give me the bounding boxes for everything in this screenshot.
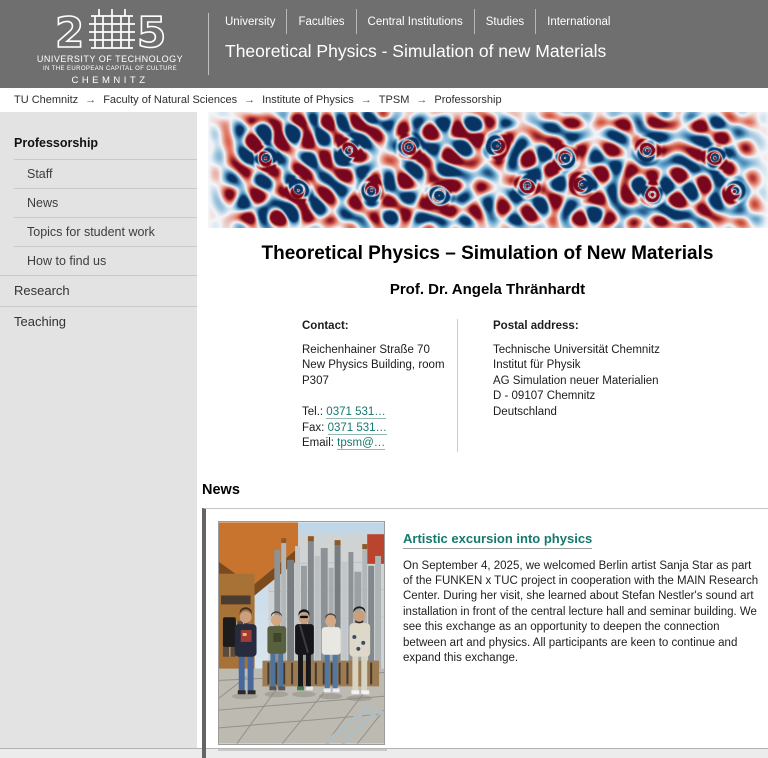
postal-line: Institut für Physik bbox=[493, 359, 581, 371]
photo-shadow bbox=[218, 749, 387, 751]
wave-simulation-image bbox=[208, 112, 768, 228]
breadcrumb-arrow-icon: → bbox=[360, 94, 372, 106]
postal-line: D - 09107 Chemnitz bbox=[493, 390, 596, 402]
breadcrumb-tpsm[interactable]: TPSM bbox=[378, 94, 410, 106]
logo-line-chemnitz: CHEMNITZ bbox=[71, 75, 149, 86]
breadcrumb-professorship[interactable]: Professorship bbox=[434, 94, 502, 106]
breadcrumb-arrow-icon: → bbox=[85, 94, 97, 106]
postal-line: AG Simulation neuer Materialien bbox=[493, 374, 659, 387]
tel-link[interactable]: 0371 531… bbox=[326, 406, 386, 418]
sidebar-item-professorship[interactable]: Professorship bbox=[14, 136, 99, 150]
news-article-card bbox=[202, 508, 768, 758]
top-navigation bbox=[225, 9, 621, 34]
sidebar-item-research[interactable]: Research bbox=[14, 283, 70, 298]
svg-text:2: 2 bbox=[55, 8, 85, 53]
site-title[interactable]: Theoretical Physics - Simulation of new Materials bbox=[225, 41, 607, 61]
contact-heading: Contact: bbox=[302, 320, 349, 332]
sidebar-item-teaching[interactable]: Teaching bbox=[14, 314, 67, 329]
contact-address-line1: Reichenhainer Straße 70 bbox=[302, 343, 430, 356]
site-header bbox=[0, 0, 768, 88]
sidebar-item-staff[interactable]: Staff bbox=[27, 167, 53, 181]
sidebar-item-topics-for-student-work[interactable]: Topics for student work bbox=[27, 225, 155, 239]
nav-item-faculties[interactable]: Faculties bbox=[298, 15, 345, 28]
nav-item-studies[interactable]: Studies bbox=[485, 15, 525, 28]
university-logo[interactable] bbox=[34, 7, 186, 86]
breadcrumb-arrow-icon: → bbox=[416, 94, 428, 106]
news-section-heading: News bbox=[202, 481, 240, 498]
header-vertical-divider bbox=[208, 13, 209, 75]
sidebar-item-news[interactable]: News bbox=[27, 196, 59, 210]
postal-line: Technische Universität Chemnitz bbox=[493, 343, 660, 356]
postal-line: Deutschland bbox=[493, 405, 557, 418]
postal-heading: Postal address: bbox=[493, 320, 579, 332]
contact-fax-line: Fax: 0371 531… bbox=[302, 421, 388, 434]
breadcrumb-tu-chemnitz[interactable]: TU Chemnitz bbox=[14, 94, 79, 106]
contact-section bbox=[302, 319, 768, 452]
news-article-photo bbox=[218, 521, 385, 745]
contact-address-line2: New Physics Building, room P307 bbox=[302, 359, 445, 387]
sidebar-navigation bbox=[0, 112, 197, 748]
nav-item-international[interactable]: International bbox=[547, 15, 611, 28]
news-article-body: On September 4, 2025, we welcomed Berlin artist Sanja Star as part of the FUNKEN x TUC project in cooperation with the MAIN Research Center. During her visit, she learned about Stefan Nestler's sound art installation in front of the central lecture hall and seminar building. We see this exchange as an opportunity to deepen the connection between art and physics. All participants are keen to continue and expand this exchange. bbox=[403, 559, 759, 664]
sidebar-item-how-to-find-us[interactable]: How to find us bbox=[27, 254, 107, 268]
nav-item-central-institutions[interactable]: Central Institutions bbox=[367, 15, 463, 28]
chemnitz-2025-logo-icon bbox=[51, 7, 169, 53]
email-link[interactable]: tpsm@… bbox=[337, 437, 386, 449]
contact-email-line: Email: tpsm@… bbox=[302, 437, 386, 449]
main-content bbox=[197, 112, 768, 748]
news-article-title-link[interactable]: Artistic excursion into physics bbox=[403, 531, 592, 549]
svg-text:5: 5 bbox=[137, 8, 167, 53]
professor-name: Prof. Dr. Angela Thränhardt bbox=[389, 281, 586, 298]
logo-line-capital-of-culture: IN THE EUROPEAN CAPITAL OF CULTURE bbox=[42, 66, 178, 72]
contact-tel-line: Tel.: 0371 531… bbox=[302, 406, 386, 418]
breadcrumb-faculty[interactable]: Faculty of Natural Sciences bbox=[103, 94, 238, 106]
page-title: Theoretical Physics – Simulation of New Materials bbox=[261, 243, 714, 264]
logo-line-university: UNIVERSITY OF TECHNOLOGY bbox=[36, 54, 184, 64]
breadcrumb bbox=[0, 88, 768, 112]
breadcrumb-institute[interactable]: Institute of Physics bbox=[262, 94, 354, 106]
nav-item-university[interactable]: University bbox=[225, 15, 276, 28]
breadcrumb-arrow-icon: → bbox=[244, 94, 256, 106]
fax-link[interactable]: 0371 531… bbox=[327, 421, 388, 434]
